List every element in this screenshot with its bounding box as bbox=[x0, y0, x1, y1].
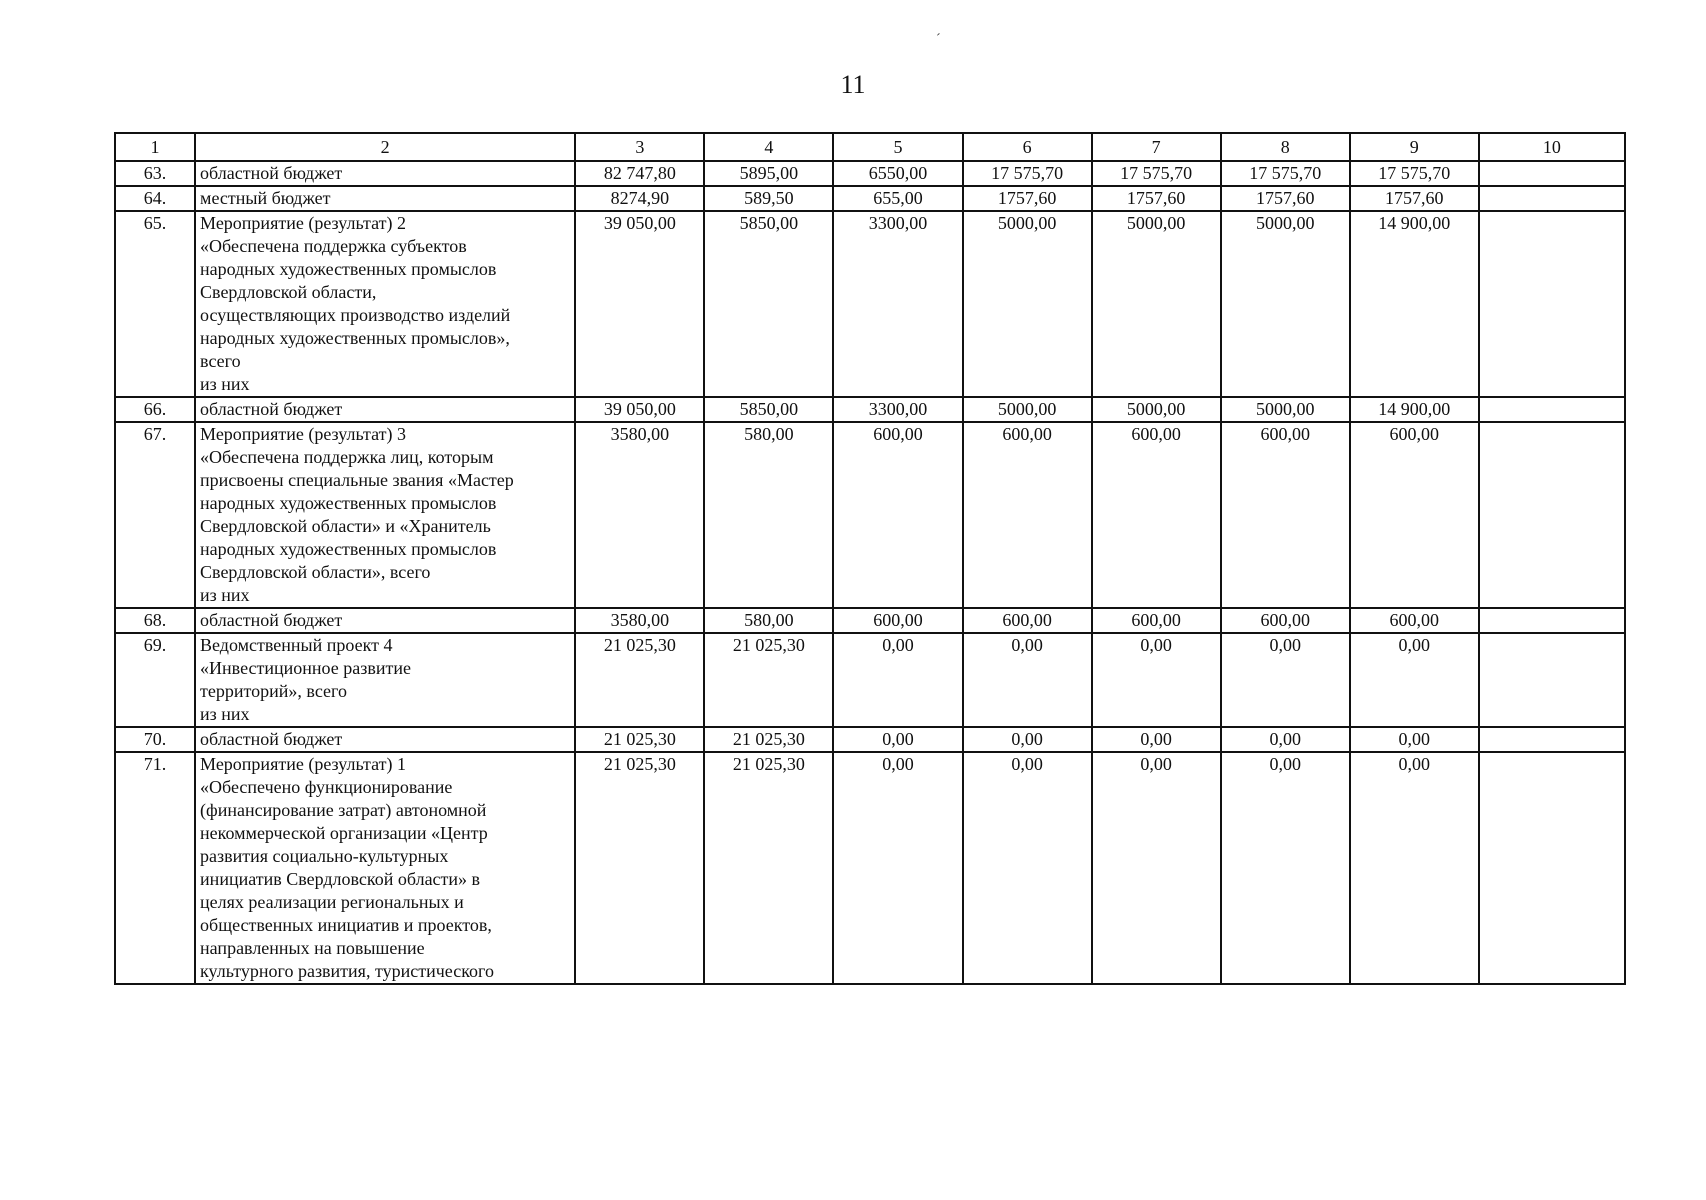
value-cell-col8: 5000,00 bbox=[1221, 211, 1350, 397]
row-description: областной бюджет bbox=[195, 397, 575, 422]
value-cell-col9: 600,00 bbox=[1350, 608, 1479, 633]
value-cell-col9: 0,00 bbox=[1350, 727, 1479, 752]
row-number: 64. bbox=[115, 186, 195, 211]
value-cell-col5: 600,00 bbox=[833, 608, 962, 633]
row-description: Мероприятие (результат) 1 «Обеспечено функционирование (финансирование затрат) автономной некоммерческой организации «Центр развития социально-культурных инициатив Свердловской области» в целях реализации региональных и общественных инициатив и проектов, направленных на повышение культурного развития, туристического bbox=[195, 752, 575, 984]
table-row bbox=[115, 211, 1625, 397]
value-cell-col9: 600,00 bbox=[1350, 422, 1479, 608]
value-cell-col4: 580,00 bbox=[704, 422, 833, 608]
value-cell-col7: 17 575,70 bbox=[1092, 161, 1221, 186]
column-header-2: 2 bbox=[195, 133, 575, 161]
value-cell-col7: 0,00 bbox=[1092, 727, 1221, 752]
row-number: 66. bbox=[115, 397, 195, 422]
value-cell-col3: 82 747,80 bbox=[575, 161, 704, 186]
value-cell-col8: 600,00 bbox=[1221, 608, 1350, 633]
value-cell-col9: 14 900,00 bbox=[1350, 211, 1479, 397]
page-number: 11 bbox=[840, 70, 866, 99]
value-cell-col8: 0,00 bbox=[1221, 752, 1350, 984]
value-cell-col7: 5000,00 bbox=[1092, 211, 1221, 397]
value-cell-col5: 6550,00 bbox=[833, 161, 962, 186]
value-cell-col5: 3300,00 bbox=[833, 211, 962, 397]
value-cell-col10 bbox=[1479, 727, 1625, 752]
value-cell-col5: 655,00 bbox=[833, 186, 962, 211]
value-cell-col4: 21 025,30 bbox=[704, 727, 833, 752]
value-cell-col9: 0,00 bbox=[1350, 633, 1479, 727]
table-body bbox=[115, 161, 1625, 984]
row-number: 68. bbox=[115, 608, 195, 633]
value-cell-col3: 8274,90 bbox=[575, 186, 704, 211]
column-header-4: 4 bbox=[704, 133, 833, 161]
value-cell-col8: 600,00 bbox=[1221, 422, 1350, 608]
row-number: 65. bbox=[115, 211, 195, 397]
value-cell-col6: 0,00 bbox=[963, 633, 1092, 727]
value-cell-col4: 5895,00 bbox=[704, 161, 833, 186]
row-description: Мероприятие (результат) 3 «Обеспечена поддержка лиц, которым присвоены специальные звания «Мастер народных художественных промыслов Свердловской области» и «Хранитель народных художественных промыслов Свердловской области», всего из них bbox=[195, 422, 575, 608]
value-cell-col6: 0,00 bbox=[963, 727, 1092, 752]
value-cell-col7: 5000,00 bbox=[1092, 397, 1221, 422]
value-cell-col10 bbox=[1479, 752, 1625, 984]
row-description: областной бюджет bbox=[195, 608, 575, 633]
value-cell-col6: 17 575,70 bbox=[963, 161, 1092, 186]
value-cell-col6: 600,00 bbox=[963, 422, 1092, 608]
header-row bbox=[115, 133, 1625, 161]
value-cell-col3: 39 050,00 bbox=[575, 211, 704, 397]
value-cell-col4: 21 025,30 bbox=[704, 633, 833, 727]
value-cell-col3: 39 050,00 bbox=[575, 397, 704, 422]
column-header-3: 3 bbox=[575, 133, 704, 161]
value-cell-col5: 0,00 bbox=[833, 727, 962, 752]
row-number: 70. bbox=[115, 727, 195, 752]
column-header-5: 5 bbox=[833, 133, 962, 161]
value-cell-col4: 580,00 bbox=[704, 608, 833, 633]
value-cell-col10 bbox=[1479, 633, 1625, 727]
column-header-7: 7 bbox=[1092, 133, 1221, 161]
value-cell-col7: 0,00 bbox=[1092, 633, 1221, 727]
value-cell-col5: 600,00 bbox=[833, 422, 962, 608]
row-description: областной бюджет bbox=[195, 727, 575, 752]
row-description: Мероприятие (результат) 2 «Обеспечена поддержка субъектов народных художественных промыслов Свердловской области, осуществляющих производство изделий народных художественных промыслов», всего из них bbox=[195, 211, 575, 397]
value-cell-col5: 0,00 bbox=[833, 633, 962, 727]
value-cell-col4: 21 025,30 bbox=[704, 752, 833, 984]
budget-table bbox=[114, 132, 1626, 985]
value-cell-col5: 3300,00 bbox=[833, 397, 962, 422]
value-cell-col10 bbox=[1479, 211, 1625, 397]
value-cell-col10 bbox=[1479, 608, 1625, 633]
value-cell-col10 bbox=[1479, 397, 1625, 422]
row-description: областной бюджет bbox=[195, 161, 575, 186]
value-cell-col3: 21 025,30 bbox=[575, 752, 704, 984]
value-cell-col8: 17 575,70 bbox=[1221, 161, 1350, 186]
value-cell-col9: 17 575,70 bbox=[1350, 161, 1479, 186]
value-cell-col9: 1757,60 bbox=[1350, 186, 1479, 211]
value-cell-col3: 3580,00 bbox=[575, 608, 704, 633]
table-row bbox=[115, 727, 1625, 752]
value-cell-col7: 1757,60 bbox=[1092, 186, 1221, 211]
row-number: 63. bbox=[115, 161, 195, 186]
value-cell-col9: 14 900,00 bbox=[1350, 397, 1479, 422]
table-row bbox=[115, 161, 1625, 186]
row-description: Ведомственный проект 4 «Инвестиционное развитие территорий», всего из них bbox=[195, 633, 575, 727]
value-cell-col6: 600,00 bbox=[963, 608, 1092, 633]
value-cell-col4: 5850,00 bbox=[704, 397, 833, 422]
value-cell-col3: 21 025,30 bbox=[575, 633, 704, 727]
value-cell-col3: 21 025,30 bbox=[575, 727, 704, 752]
value-cell-col4: 589,50 bbox=[704, 186, 833, 211]
value-cell-col6: 0,00 bbox=[963, 752, 1092, 984]
value-cell-col10 bbox=[1479, 161, 1625, 186]
value-cell-col10 bbox=[1479, 422, 1625, 608]
column-header-1: 1 bbox=[115, 133, 195, 161]
value-cell-col10 bbox=[1479, 186, 1625, 211]
value-cell-col8: 5000,00 bbox=[1221, 397, 1350, 422]
value-cell-col7: 0,00 bbox=[1092, 752, 1221, 984]
scan-mark: ´ bbox=[936, 32, 941, 47]
value-cell-col4: 5850,00 bbox=[704, 211, 833, 397]
value-cell-col8: 1757,60 bbox=[1221, 186, 1350, 211]
row-description: местный бюджет bbox=[195, 186, 575, 211]
row-number: 71. bbox=[115, 752, 195, 984]
table-row bbox=[115, 633, 1625, 727]
value-cell-col7: 600,00 bbox=[1092, 608, 1221, 633]
table-row bbox=[115, 752, 1625, 984]
value-cell-col6: 5000,00 bbox=[963, 397, 1092, 422]
table-row bbox=[115, 186, 1625, 211]
table-row bbox=[115, 422, 1625, 608]
value-cell-col6: 5000,00 bbox=[963, 211, 1092, 397]
value-cell-col8: 0,00 bbox=[1221, 633, 1350, 727]
column-header-8: 8 bbox=[1221, 133, 1350, 161]
value-cell-col3: 3580,00 bbox=[575, 422, 704, 608]
table-row bbox=[115, 608, 1625, 633]
row-number: 69. bbox=[115, 633, 195, 727]
value-cell-col7: 600,00 bbox=[1092, 422, 1221, 608]
value-cell-col5: 0,00 bbox=[833, 752, 962, 984]
value-cell-col9: 0,00 bbox=[1350, 752, 1479, 984]
column-header-6: 6 bbox=[963, 133, 1092, 161]
value-cell-col6: 1757,60 bbox=[963, 186, 1092, 211]
value-cell-col8: 0,00 bbox=[1221, 727, 1350, 752]
row-number: 67. bbox=[115, 422, 195, 608]
column-header-10: 10 bbox=[1479, 133, 1625, 161]
column-header-9: 9 bbox=[1350, 133, 1479, 161]
table-row bbox=[115, 397, 1625, 422]
